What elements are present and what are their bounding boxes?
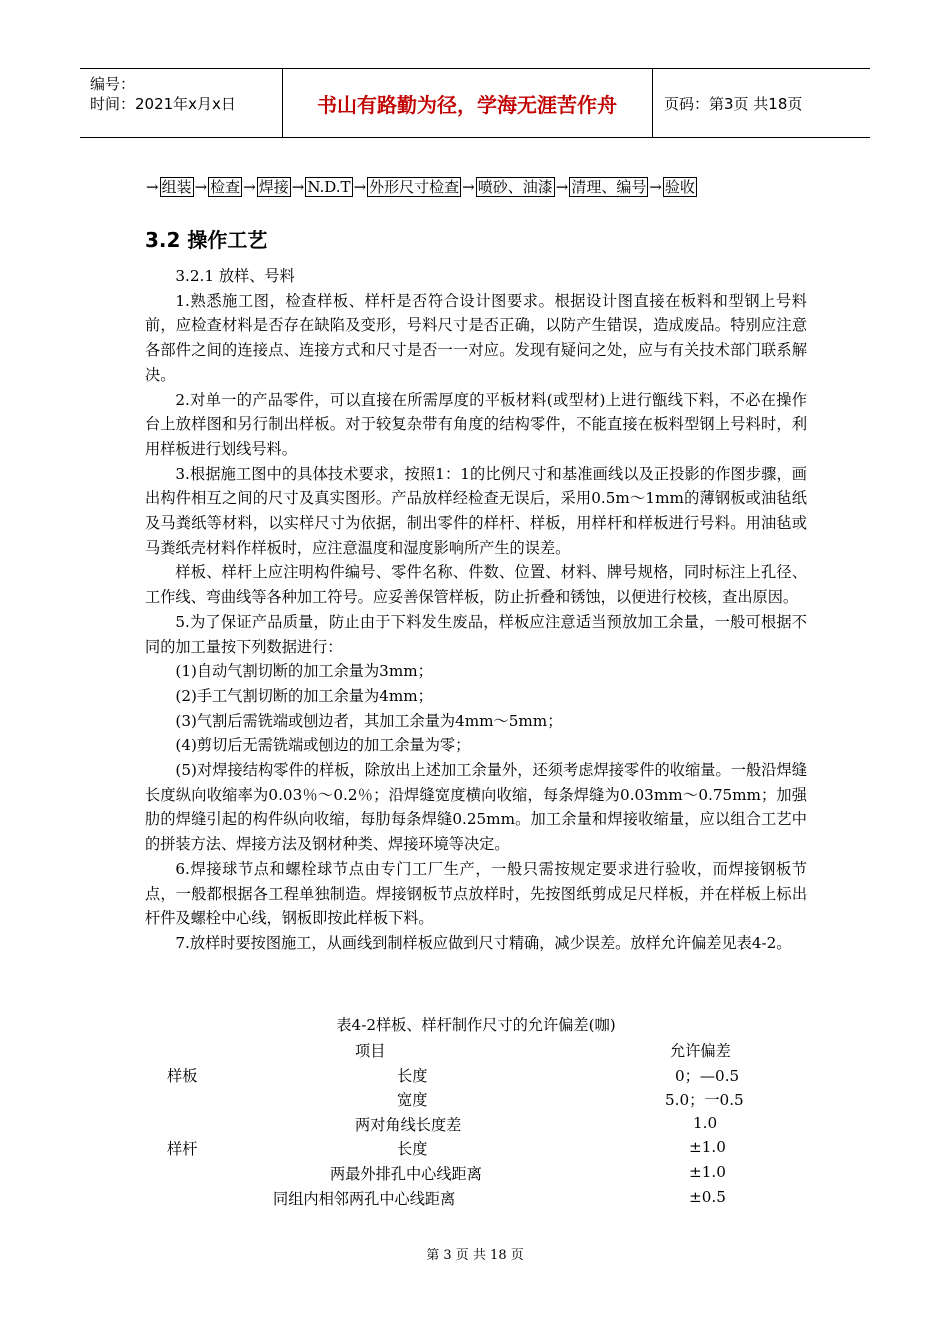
header-page-info: 页码：第3页 共18页 [664,94,803,113]
row-tolerance: ±1.0 [689,1163,726,1181]
row-item: 两对角线长度差 [355,1116,462,1134]
page-header [80,68,870,138]
row-tolerance: 1.0 [693,1114,718,1132]
row-item: 同组内相邻两孔中心线距离 [273,1190,456,1208]
flow-step: 外形尺寸检查 [369,178,460,196]
header-motto: 书山有路勤为径，学海无涯苦作舟 [282,69,653,137]
section-body [145,264,807,956]
number-label: 编号： [90,75,136,93]
paragraph: 7.放样时要按图施工，从画线到制样板应做到尺寸精确，减少误差。放样允许偏差见表4-2。 [175,933,792,952]
paragraph: 5.为了保证产品质量，防止由于下料发生废品，样板应注意适当预放加工余量，一般可根据不同的加工量按下列数据进行： [145,612,807,656]
row-group-label: 样板 [167,1067,198,1085]
flow-arrow: → [291,178,305,196]
flow-step: 喷砂、油漆 [477,178,553,196]
flow-step: 验收 [664,178,695,196]
flow-arrow: → [462,178,475,196]
date-label: 时间：2021年x月x日 [90,95,236,113]
row-tolerance: 0；—0.5 [675,1067,740,1085]
flow-arrow: → [194,178,208,196]
row-tolerance: ±0.5 [689,1188,726,1206]
row-item: 两最外排孔中心线距离 [330,1165,482,1183]
flow-step: 组装 [161,178,192,196]
row-item: 宽度 [397,1091,428,1109]
column-header-tolerance: 允许偏差 [670,1042,731,1060]
page-footer: 第 3 页 共 18 页 [426,1248,524,1263]
flow-step: 清理、编号 [571,178,647,196]
column-header-item: 项目 [355,1042,386,1060]
flow-step: 检查 [210,178,241,196]
paragraph: (4)剪切后无需铣端或刨边的加工余量为零； [175,736,471,755]
process-flow [145,176,697,198]
paragraph: 3.根据施工图中的具体技术要求，按照1：1的比例尺寸和基准画线以及正投影的作图步骤，画出构件相互之间的尺寸及真实图形。产品放样经检查无误后，采用0.5m～1mm的薄钢板或油毡纸及马粪纸等材料，以实样尺寸为依据，制出零件的样杆、样板，用样杆和样板进行号料。用油毡或马粪纸壳材料作样板时，应注意温度和湿度影响所产生的误差。 [145,464,807,557]
paragraph: 3.2.1 放样、号料 [175,267,295,285]
paragraph: 样板、样杆上应注明构件编号、零件名称、件数、位置、材料、牌号规格，同时标注上孔径、工作线、弯曲线等各种加工符号。应妥善保管样板，防止折叠和锈蚀，以便进行校核，查出原因。 [145,563,807,607]
header-meta [80,69,283,137]
flow-arrow: → [649,178,662,196]
paragraph: 2.对单一的产品零件，可以直接在所需厚度的平板材料(或型材)上进行甑线下料，不必在操作台上放样图和另行制出样板。对于较复杂带有角度的结构零件，不能直接在板料型钢上号料时，利用样板进行划线号料。 [145,390,807,458]
paragraph: (2)手工气割切断的加工余量为4mm； [175,686,433,705]
flow-arrow: → [353,178,367,196]
paragraph: (3)气割后需铣端或刨边者，其加工余量为4mm～5mm； [175,711,563,730]
flow-arrow: → [243,178,256,196]
paragraph: 1.熟悉施工图，检查样板、样杆是否符合设计图要求。根据设计图直接在板料和型钢上号料前，应检查材料是否存在缺陷及变形，号料尺寸是否正确，以防产生错误，造成废品。特别应注意各部件之间的连接点、连接方式和尺寸是否一一对应。发现有疑问之处，应与有关技术部门联系解决。 [145,291,807,384]
row-item: 长度 [397,1140,428,1158]
flow-arrow: → [146,178,159,196]
table-caption: 表4-2样板、样杆制作尺寸的允许偏差(咖) [336,1016,616,1034]
section-title: 3.2 操作工艺 [145,228,268,252]
paragraph: (1)自动气割切断的加工余量为3mm； [175,662,433,681]
row-tolerance: ±1.0 [689,1138,726,1156]
flow-step: 焊接 [258,178,289,196]
paragraph: (5)对焊接结构零件的样板，除放出上述加工余量外，还须考虑焊接零件的收缩量。一般沿焊缝长度纵向收缩率为0.03％～0.2％；沿焊缝宽度横向收缩，每条焊缝为0.03mm～0.75mm；加强肋的焊缝引起的构件纵向收缩，每肋每条焊缝0.25mm。加工余量和焊接收缩量，应以组合工艺中的拼装方法、焊接方法及钢材种类、焊接环境等决定。 [145,761,807,854]
paragraph: 6.焊接球节点和螺栓球节点由专门工厂生产，一般只需按规定要求进行验收，而焊接钢板节点，一般都根据各工程单独制造。焊接钢板节点放样时，先按图纸剪成足尺样板，并在样板上标出杆件及螺栓中心线，钢板即按此样板下料。 [145,859,807,928]
row-group-label: 样杆 [167,1140,198,1158]
flow-step: N.D.T [307,178,351,196]
row-tolerance: 5.0；一0.5 [665,1091,744,1109]
flow-arrow: → [555,178,569,196]
row-item: 长度 [397,1067,428,1085]
